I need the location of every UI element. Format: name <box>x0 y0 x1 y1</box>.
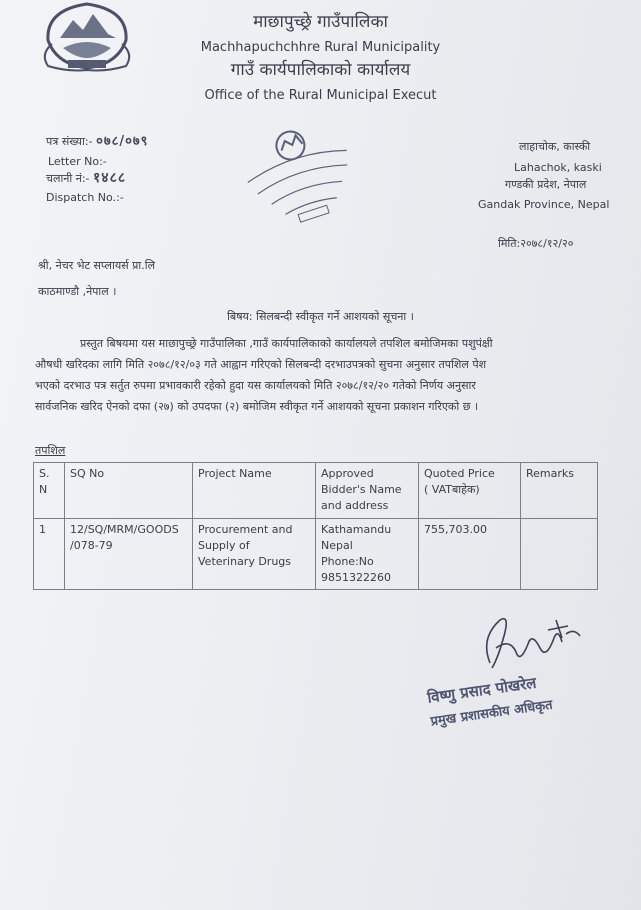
municipality-name-nepali: माछापुच्छ्रे गाउँपालिका <box>253 12 388 32</box>
letter-no-english-label: Letter No:- <box>48 155 107 168</box>
body-line: सार्वजनिक खरिद ऐनको दफा (२७) को उपदफा (२) बमोजिम स्वीकृत गर्ने आशयको सूचना प्रकाशन गरिएको छ । <box>35 400 479 413</box>
header-quoted-price: Quoted Price ( VATबाहेक) <box>419 463 521 519</box>
letter-body <box>35 333 605 417</box>
office-seal-stamp-icon <box>240 120 360 230</box>
office-name-english: Office of the Rural Municipal Execut <box>204 88 437 103</box>
header-sq-no: SQ No <box>65 463 193 519</box>
header-sn: S. N <box>34 463 65 519</box>
details-table <box>33 462 598 590</box>
cell-quoted-price: 755,703.00 <box>419 519 521 590</box>
dispatch-no-value: १४८८ <box>93 170 127 186</box>
dispatch-no-nepali-row <box>46 170 126 187</box>
address-line2-nepali: गण्डकी प्रदेश, नेपाल <box>505 178 587 191</box>
header-remarks: Remarks <box>521 463 598 519</box>
recipient-line2: काठमाण्डौ ,नेपाल । <box>38 285 117 298</box>
recipient-line1: श्री, नेचर भेट सप्लायर्स प्रा.लि <box>38 259 156 272</box>
signatory-block <box>426 671 553 730</box>
body-line: भएको दरभाउ पत्र सर्तुत रुपमा प्रभावकारी रहेको हुदा यस कार्यालयको मिति २०७८/१२/२० गतेको निर्णय अनुसार <box>35 379 476 392</box>
dispatch-no-nepali-label: चलानी नं:- <box>46 172 90 185</box>
table-header-row <box>34 463 598 519</box>
letter-date: मिति:२०७८/१२/२० <box>498 237 574 250</box>
table-title: तपशिल <box>35 444 66 457</box>
cell-project-name: Procurement and Supply of Veterinary Drugs <box>193 519 316 590</box>
letter-no-nepali-label: पत्र संख्या:- <box>46 135 93 148</box>
cell-bidder: Kathamandu Nepal Phone:No 9851322260 <box>316 519 419 590</box>
signatory-name: विष्णु प्रसाद पोखरेल <box>426 673 538 707</box>
cell-sq-no: 12/SQ/MRM/GOODS /078-79 <box>65 519 193 590</box>
letter-no-value: ०७८/०७९ <box>96 134 149 149</box>
signatory-title: प्रमुख प्रशासकीय अधिकृत <box>429 697 554 730</box>
table-row <box>34 519 598 590</box>
header-bidder: Approved Bidder's Name and address <box>316 463 419 519</box>
address-line2-english: Gandak Province, Nepal <box>478 198 610 211</box>
address-line1-nepali: लाहाचोक, कास्की <box>519 140 591 153</box>
header-project-name: Project Name <box>193 463 316 519</box>
signature-icon <box>470 608 590 678</box>
body-line: औषधी खरिदका लागि मिति २०७८/१२/०३ गते आह्वान गरिएको सिलबन्दी दरभाउपत्रको सुचना अनुसार तपशिल पेश <box>35 358 487 371</box>
body-line: प्रस्तुत बिषयमा यस माछापुच्छ्रे गाउँपालिका ,गाउँ कार्यपालिकाको कार्यालयले तपशिल बमोजिमका पशुपंक्षी <box>80 337 493 350</box>
cell-sn: 1 <box>34 519 65 590</box>
dispatch-no-english-label: Dispatch No.:- <box>46 191 124 204</box>
cell-remarks <box>521 519 598 590</box>
letter-no-nepali-row <box>46 134 148 150</box>
municipality-name-english: Machhapuchchhre Rural Municipality <box>200 40 441 55</box>
letter-subject: बिषय: सिलबन्दी स्वीकृत गर्ने आशयको सूचना । <box>227 310 414 323</box>
office-name-nepali: गाउँ कार्यपालिकाको कार्यालय <box>230 60 411 80</box>
address-line1-english: Lahachok, kaski <box>514 161 602 174</box>
